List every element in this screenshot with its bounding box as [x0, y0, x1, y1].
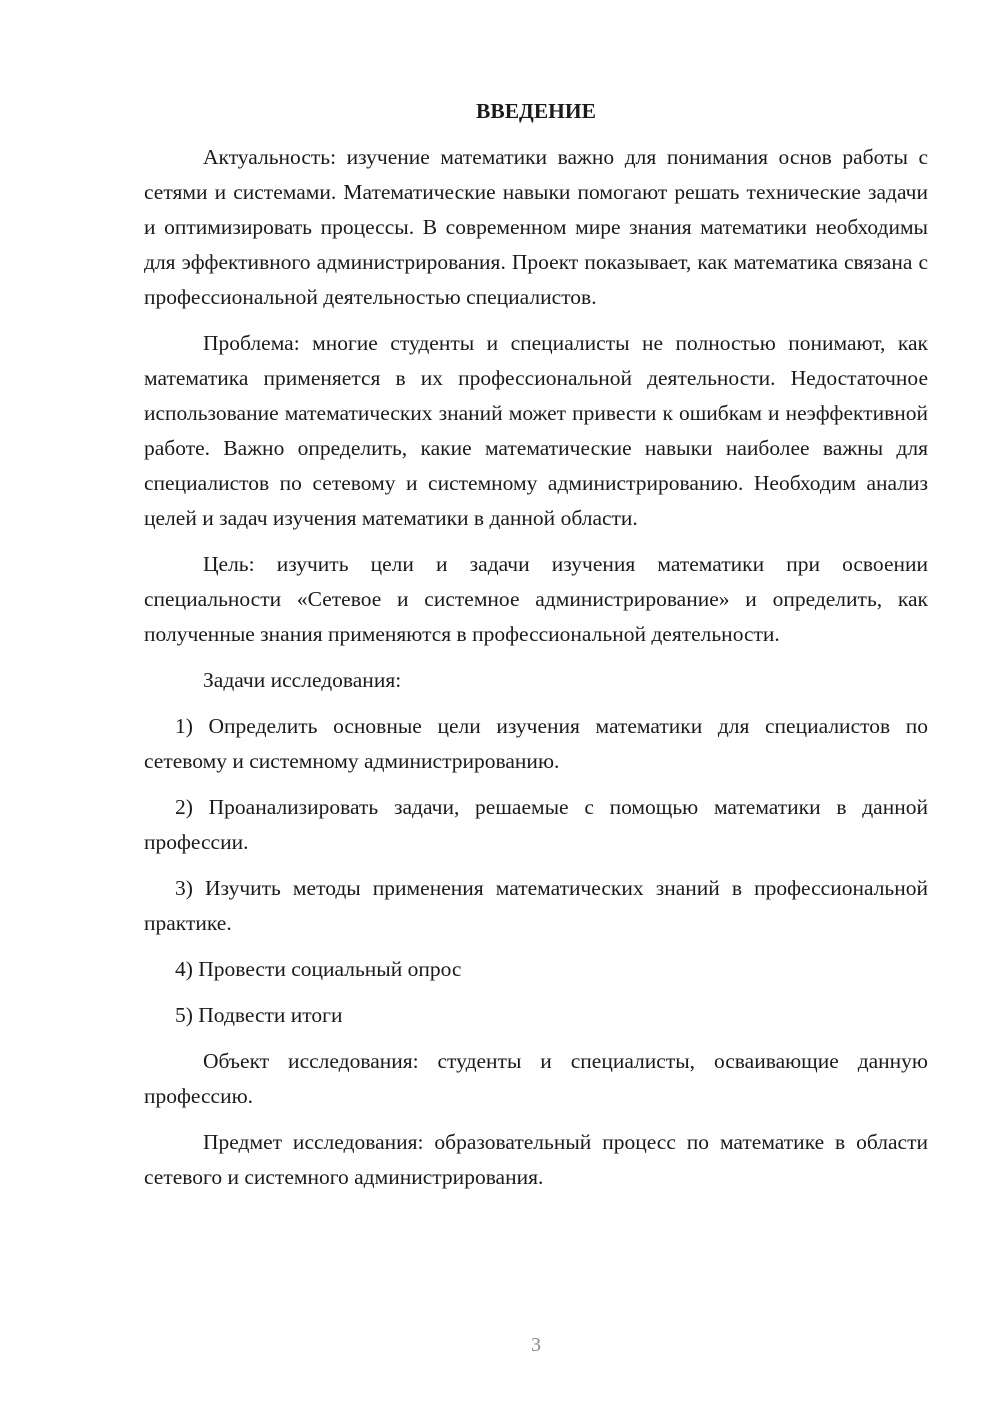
problem-paragraph: Проблема: многие студенты и специалисты не полностью понимают, как математика применяется в их профессиональной деятельности. Недостаточное использование математических знаний может привести к ошибкам и неэффективной работе. Важно определить, какие математические навыки наиболее важны для специалистов по сетевому и системному администрированию. Необходим анализ целей и задач изучения математики в данной области.	[144, 331, 928, 530]
page-number: 3	[531, 1334, 541, 1356]
page-title: ВВЕДЕНИЕ	[476, 99, 596, 123]
task-item-2: 2) Проанализировать задачи, решаемые с помощью математики в данной профессии.	[144, 795, 928, 854]
relevance-paragraph: Актуальность: изучение математики важно для понимания основ работы с сетями и системами. Математические навыки помогают решать технические задачи и оптимизировать процессы. В современном мире знания математики необходимы для эффективного администрирования. Проект показывает, как математика связана с профессиональной деятельностью специалистов.	[144, 145, 928, 309]
goal-paragraph: Цель: изучить цели и задачи изучения математики при освоении специальности «Сетевое и системное администрирование» и определить, как полученные знания применяются в профессиональной деятельности.	[144, 552, 928, 646]
task-item-1: 1) Определить основные цели изучения математики для специалистов по сетевому и системному администрированию.	[144, 714, 928, 773]
tasks-heading: Задачи исследования:	[203, 668, 402, 692]
subject-paragraph: Предмет исследования: образовательный процесс по математике в области сетевого и системного администрирования.	[144, 1130, 928, 1189]
task-item-5: 5) Подвести итоги	[175, 1003, 343, 1027]
document-page	[144, 96, 928, 1206]
object-paragraph: Объект исследования: студенты и специалисты, осваивающие данную профессию.	[144, 1049, 928, 1108]
task-item-4: 4) Провести социальный опрос	[175, 957, 462, 981]
task-item-3: 3) Изучить методы применения математических знаний в профессиональной практике.	[144, 876, 928, 935]
